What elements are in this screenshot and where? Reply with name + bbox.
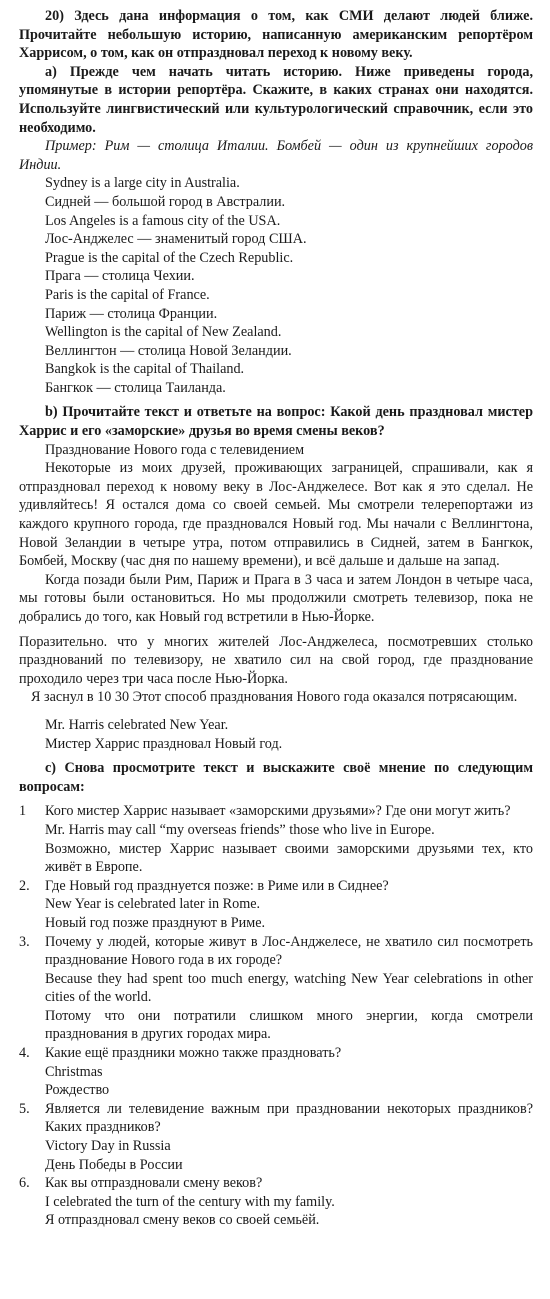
part-a-instruction: а) Прежде чем начать читать историю. Ниже приведены города, упомянутые в истории репортёра. Скажите, в каких странах они находятся. Используйте лингвистический или культурологический справочник, если это необходимо. (19, 63, 533, 136)
answer-ru: Я отпраздновал смену веков со своей семьёй. (45, 1212, 320, 1229)
answer-en: Mr. Harris may call “my overseas friends” those who live in Europe. (45, 821, 435, 838)
answer-en: I celebrated the turn of the century with my family. (45, 1193, 335, 1210)
answer-ru: Новый год позже празднуют в Риме. (45, 914, 266, 931)
story-paragraph: Когда позади были Рим, Париж и Прага в 3 часа и затем Лондон в четыре часа, мы готовы были остановиться. Но мы продолжили смотреть телевизор, пока не добрались до того, как Новый год встретили в Нью-Йорке. (19, 571, 533, 625)
question-number: 5. (19, 1100, 30, 1117)
city-line: Wellington is the capital of New Zealand. (45, 324, 282, 341)
city-line: Бангкок — столица Таиланда. (45, 379, 226, 396)
answer-en: Christmas (45, 1063, 103, 1080)
question-text: Где Новый год празднуется позже: в Риме или в Сиднее? (45, 877, 389, 894)
question-number: 3. (19, 933, 30, 950)
question-item (19, 1174, 533, 1230)
city-line: Сидней — большой город в Австралии. (45, 193, 286, 210)
answer-ru: Рождество (45, 1082, 110, 1099)
city-line: Париж — столица Франции. (45, 305, 218, 322)
task-heading: 20) Здесь дана информация о том, как СМИ делают людей ближе. Прочитайте небольшую историю, написанную американским репортёром Харрисом, о том, как он отпраздновал переход к новому веку. (19, 8, 533, 62)
city-line: Веллингтон — столица Новой Зеландии. (45, 342, 292, 359)
city-line: Sydney is a large city in Australia. (45, 175, 240, 192)
answer-en: Victory Day in Russia (45, 1138, 171, 1155)
question-item (19, 1100, 533, 1174)
question-number: 6. (19, 1175, 30, 1192)
story-paragraph: Поразительно. что у многих жителей Лос-Анджелеса, посмотревших столько празднований по телевизору, не хватило сил на свой город, где празднование проходило через три часа после Нью-Йорка. (19, 633, 533, 687)
question-text: Почему у людей, которые живут в Лос-Анджелесе, не хватило сил посмотреть празднование Нового года в их городе? (45, 933, 533, 969)
answer-b-en: Mr. Harris celebrated New Year. (45, 716, 229, 733)
question-item (19, 933, 533, 1045)
city-list (19, 174, 533, 397)
story-title: Празднование Нового года с телевидением (45, 441, 305, 458)
city-line: Los Angeles is a famous city of the USA. (45, 212, 281, 229)
question-text: Как вы отпраздновали смену веков? (45, 1175, 263, 1192)
part-c-instruction: c) Снова просмотрите текст и выскажите своё мнение по следующим вопросам: (19, 760, 533, 795)
city-line: Prague is the capital of the Czech Republic. (45, 249, 294, 266)
question-text: Какие ещё праздники можно также праздновать? (45, 1045, 342, 1062)
question-number: 1 (19, 803, 27, 820)
question-item (19, 802, 533, 876)
answer-en: New Year is celebrated later in Rome. (45, 896, 261, 913)
city-line: Прага — столица Чехии. (45, 268, 195, 285)
story-paragraph: Некоторые из моих друзей, проживающих заграницей, спрашивали, как я отпраздновал переход к новому веку в Лос-Анджелесе. Вот как я это сделал. Не удивляйтесь! Я остался дома со своей семьей. Мы смотрели телерепортажи из каждого крупного города, где праздновался Новый год. Мы начали с Веллингтона, Новой Зеландии в четыре утра, потом отправились в Сидней, затем в Бангкок, Бомбей, Москву (час дня по нашему времени), и всё дальше и дальше на запад. (19, 460, 533, 570)
answer-b-ru: Мистер Харрис праздновал Новый год. (45, 735, 283, 752)
example-text: Пример: Рим — столица Италии. Бомбей — один из крупнейших городов Индии. (19, 138, 533, 173)
answer-ru: Возможно, мистер Харрис называет своими заморскими друзьями тех, кто живёт в Европе. (45, 840, 533, 876)
answer-en: Because they had spent too much energy, watching New Year celebrations in other cities of the world. (45, 970, 533, 1006)
question-list (19, 802, 533, 1230)
question-item (19, 1044, 533, 1100)
answer-ru: Потому что они потратили слишком много энергии, когда смотрели празднования в других городах мира. (45, 1007, 533, 1043)
question-number: 2. (19, 877, 30, 894)
story-paragraph: Я заснул в 10 30 Этот способ празднования Нового года оказался потрясающим. (31, 689, 518, 706)
question-number: 4. (19, 1045, 30, 1062)
answer-ru: День Победы в России (45, 1156, 183, 1173)
question-text: Кого мистер Харрис называет «заморскими друзьями»? Где они могут жить? (45, 803, 511, 820)
part-b-instruction: b) Прочитайте текст и ответьте на вопрос: Какой день праздновал мистер Харрис и его «заморские» друзья во время смены веков? (19, 404, 533, 440)
city-line: Bangkok is the capital of Thailand. (45, 361, 245, 378)
city-line: Лос-Анджелес — знаменитый город США. (45, 231, 307, 248)
question-item (19, 877, 533, 933)
city-line: Paris is the capital of France. (45, 286, 210, 303)
question-text: Является ли телевидение важным при праздновании некоторых праздников? Каких праздников? (45, 1100, 533, 1136)
